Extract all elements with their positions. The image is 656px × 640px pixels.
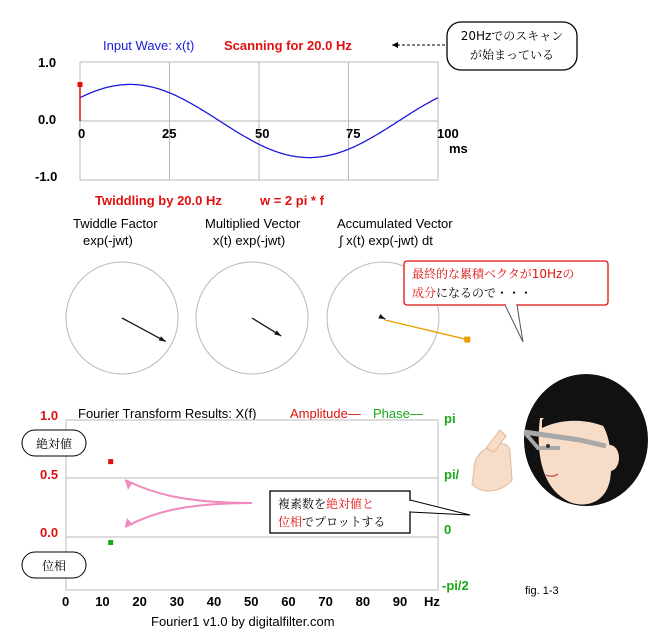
phase-legend: Phase—: [373, 406, 423, 421]
twiddle-formula: w = 2 pi * f: [260, 193, 324, 208]
scan-callout-line2: が始まっている: [469, 48, 555, 62]
amp-tick-1: 1.0: [40, 408, 59, 423]
fourier-x-ticks: [62, 594, 407, 609]
fourier-xtick: 50: [244, 594, 259, 609]
wave-ytick-0: 0.0: [38, 112, 57, 127]
vector-1-shaft: [122, 318, 166, 342]
fourier-xtick: 30: [169, 594, 185, 609]
wave-xtick-50: 50: [255, 126, 270, 141]
vector-3-head: [378, 314, 385, 319]
scan-callout-arrowhead: [392, 42, 398, 48]
circle3-title: Accumulated Vector: [337, 216, 453, 231]
fourier-xtick: 20: [132, 594, 147, 609]
circle1-title: Twiddle Factor: [73, 216, 158, 231]
amp-tick-0: 0.0: [40, 525, 59, 540]
pink-arrowhead-amplitude: [125, 480, 133, 490]
vector-1-head: [159, 336, 166, 341]
circle3-formula: ∫ x(t) exp(-jwt) dt: [339, 233, 433, 248]
wave-ytick-1: 1.0: [38, 55, 57, 70]
plot-callout-line1: [278, 496, 374, 511]
fourier-xtick: 80: [355, 594, 371, 609]
phase-tick-pi-half: pi/: [444, 467, 460, 482]
wave-xtick-0: 0: [78, 126, 86, 141]
fourier-xtick: 70: [318, 594, 333, 609]
fourier-points: [108, 459, 113, 545]
plot-note-post: でプロットする: [302, 515, 386, 529]
circle2-title: Multiplied Vector: [205, 216, 301, 231]
plot-note-abs: 絶対値: [326, 497, 363, 511]
phase-point: [108, 540, 113, 545]
pink-arrowhead-phase: [125, 518, 133, 527]
amp-tick-05: 0.5: [40, 467, 59, 482]
fourier-title: Fourier Transform Results: X(f): [78, 406, 257, 421]
accum-callout-rest: になるので・・・: [436, 286, 533, 300]
fourier-xtick: 10: [95, 594, 110, 609]
wave-xtick-75: 75: [346, 126, 361, 141]
accum-callout-line1: 最終的な累積ベクタが10Hzの: [412, 267, 575, 281]
vector-2-head: [274, 330, 281, 335]
scan-cursor-marker: [78, 82, 83, 87]
phase-tick-pi: pi: [444, 411, 456, 426]
plot-note-phase: 位相: [278, 515, 303, 529]
plot-note-mid: と: [362, 497, 375, 511]
accumulated-endpoint: [464, 337, 470, 343]
wave-title: Input Wave: x(t): [103, 38, 195, 53]
twiddle-title: Twiddling by 20.0 Hz: [95, 193, 222, 208]
fourier-xtick: 90: [392, 594, 408, 609]
pink-arrow-amplitude: [125, 480, 252, 503]
footer-credit: Fourier1 v1.0 by digitalfilter.com: [151, 614, 335, 629]
amplitude-legend: Amplitude—: [290, 406, 361, 421]
scan-callout-line1: 20Hzでのスキャン: [460, 29, 564, 43]
wave-ytick-neg1: -1.0: [35, 169, 58, 184]
label-phase: 位相: [41, 559, 67, 573]
phase-tick-neg-pi-half: -pi/2: [442, 578, 469, 593]
plot-callout-tail: [410, 500, 470, 515]
phase-tick-0: 0: [444, 522, 452, 537]
circle1-formula: exp(-jwt): [83, 233, 133, 248]
wave-x-unit: ms: [449, 141, 468, 156]
fourier-x-unit: Hz: [424, 594, 440, 609]
scan-status: Scanning for 20.0 Hz: [224, 38, 352, 53]
pink-arrow-phase: [125, 503, 252, 527]
accum-callout-line2: [412, 285, 532, 300]
circle2-formula: x(t) exp(-jwt): [213, 233, 286, 248]
figure-label: fig. 1-3: [525, 585, 559, 597]
wave-xtick-100: 100: [437, 126, 459, 141]
fourier-xtick: 40: [206, 594, 222, 609]
plot-note-pre: 複素数を: [278, 497, 327, 511]
fourier-xtick: 60: [281, 594, 296, 609]
eye: [546, 444, 550, 448]
wave-xtick-25: 25: [162, 126, 177, 141]
label-abs: 絶対値: [35, 437, 73, 451]
accumulated-path: [385, 320, 467, 340]
person-illustration: [472, 374, 648, 506]
amplitude-point: [108, 459, 113, 464]
wave-grid: [80, 62, 438, 180]
fourier-xtick: 0: [62, 594, 70, 609]
accum-callout-tail: [505, 305, 523, 342]
accum-callout-red: 成分: [412, 286, 437, 300]
ear: [601, 445, 619, 471]
plot-callout-line2: [278, 514, 385, 529]
